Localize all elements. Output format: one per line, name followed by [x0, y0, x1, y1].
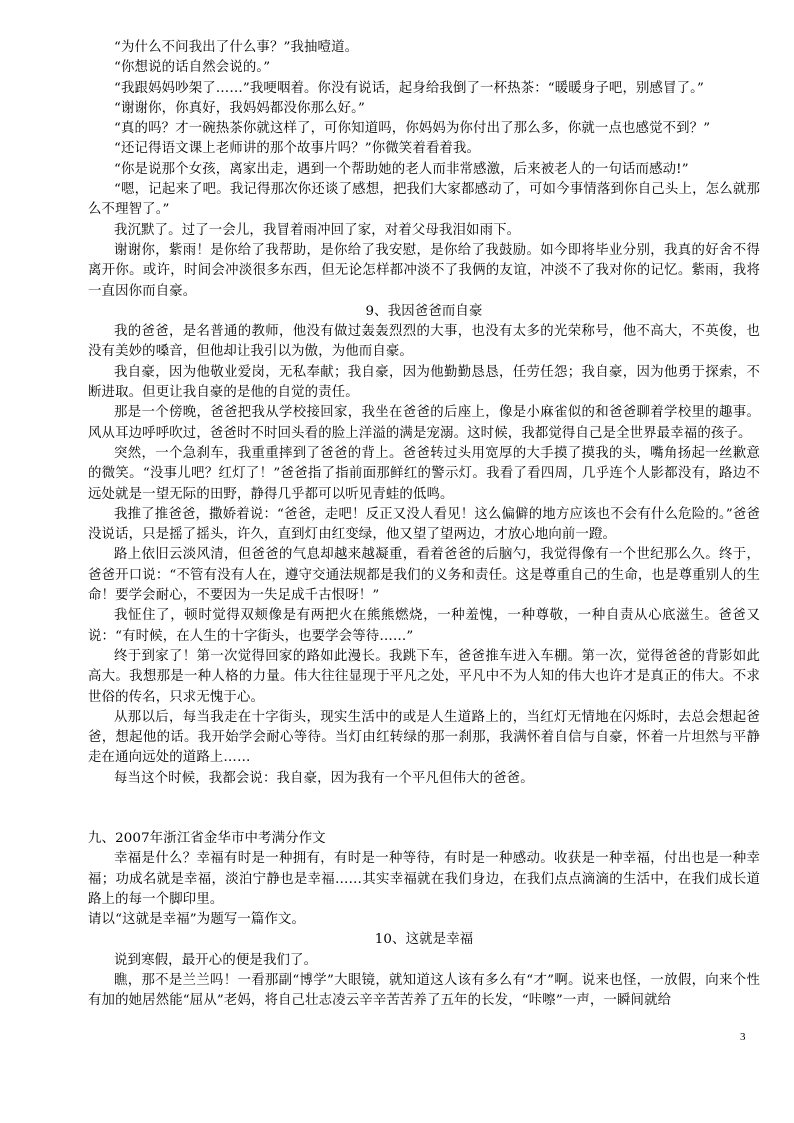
- paragraph: “谢谢你，你真好，我妈妈都没你那么好。”: [114, 100, 366, 116]
- paragraph: “还记得语文课上老师讲的那个故事片吗？”你微笑着看着我。: [114, 141, 481, 157]
- section-friendship-ending: [88, 38, 760, 302]
- paragraph: “真的吗？才一碗热茶你就这样了，可你知道吗，你妈妈为你付出了那么多，你就一点也感觉不到？”: [114, 121, 711, 137]
- prompt-instruction: 请以“这就是幸福”为题写一篇作文。: [88, 912, 306, 928]
- page-number: 3: [740, 1031, 746, 1043]
- paragraph: “我跟妈妈吵架了……”我哽咽着。你没有说话，起身给我倒了一杯热茶：“暖暖身子吧，别感冒了。”: [114, 80, 704, 96]
- paragraph: 我沉默了。过了一会儿，我冒着雨冲回了家，对着父母我泪如雨下。: [114, 222, 521, 238]
- section-spacer: [88, 789, 760, 829]
- paragraph: “嗯，记起来了吧。我记得那次你还谈了感想，把我们大家都感动了，可如今事情落到你自己头上，怎么就那么不理智了。”: [88, 182, 760, 218]
- paragraph: 谢谢你，紫雨！是你给了我帮助，是你给了我安慰，是你给了我鼓励。如今即将毕业分别，我真的好舍不得离开你。或许，时间会冲淡很多东西，但无论怎样都冲淡不了我俩的友谊，冲淡不了我对你的记忆。紫雨，我将一直因你而自豪。: [88, 242, 760, 299]
- paragraph: 终于到家了！第一次觉得回家的路如此漫长。我跳下车，爸爸推车进入车棚。第一次，觉得爸爸的背影如此高大。我想那是一种人格的力量。伟大往往显现于平凡之处，平凡中不为人知的伟大也许才是真正的伟大。不求世俗的传名，只求无愧于心。: [88, 648, 760, 705]
- paragraph: 从那以后，每当我走在十字街头，现实生活中的或是人生道路上的，当红灯无情地在闪烁时，去总会想起爸爸，想起他的话。我开始学会耐心等待。当灯由红转绿的那一刹那，我满怀着自信与自豪，怀着一片坦然与平静走在通向远处的道路上……: [88, 709, 760, 766]
- paragraph: 我推了推爸爸，撒娇着说：“爸爸，走吧！反正又没人看见！这么偏僻的地方应该也不会有什么危险的。”爸爸没说话，只是摇了摇头，许久，直到灯由红变绿，他又望了望两边，才放心地向前一蹬。: [88, 506, 760, 543]
- paragraph: 每当这个时候，我都会说：我自豪，因为我有一个平凡但伟大的爸爸。: [114, 770, 534, 786]
- paragraph: 突然，一个急刹车，我重重摔到了爸爸的背上。爸爸转过头用宽厚的大手摸了摸我的头，嘴角扬起一丝歉意的微笑。“没事儿吧？红灯了！”爸爸指了指前面那鲜红的警示灯。我看了看四周，几乎连个人影都没有，路边不远处就是一望无际的田野，静得几乎都可以听见青蛙的低鸣。: [88, 445, 760, 502]
- paragraph: 我自豪，因为他敬业爱岗，无私奉献；我自豪，因为他勤勤恳恳，任劳任怨；我自豪，因为他勇于探索，不断进取。但更让我自豪的是他的自觉的责任。: [88, 364, 760, 401]
- paragraph: 说到寒假，最开心的便是我们了。: [114, 952, 318, 968]
- section-exam-prompt: [88, 829, 760, 1012]
- paragraph: 我的爸爸，是名普通的教师，他没有做过轰轰烈烈的大事，也没有太多的光荣称号，他不高大，不英俊，也没有美妙的嗓音，但他却让我引以为傲，为他而自豪。: [88, 324, 760, 360]
- prompt-text: 幸福是什么？幸福有时是一种拥有，有时是一种等待，有时是一种感动。收获是一种幸福，付出也是一种幸福；功成名就是幸福，淡泊宁静也是幸福……其实幸福就在我们身边，在我们点点滴滴的生活中，在我们成长道路上的每一个脚印里。: [88, 851, 760, 907]
- paragraph: 路上依旧云淡风清，但爸爸的气息却越来越凝重，看着爸爸的后脑勺，我觉得像有一个世纪那么久。终于，爸爸开口说：“不管有没有人在，遵守交通法规都是我们的义务和责任。这是尊重自己的生命，也是尊重别人的生命！要学会耐心，不要因为一失足成千古恨呀！”: [88, 547, 760, 604]
- paragraph: 我怔住了，顿时觉得双颊像是有两把火在熊熊燃烧，一种羞愧，一种尊敬，一种自责从心底滋生。爸爸又说：“有时候，在人生的十字街头，也要学会等待……”: [88, 608, 760, 644]
- essay-title: 9、我因爸爸而自豪: [365, 303, 483, 319]
- paragraph: 那是一个傍晚，爸爸把我从学校接回家，我坐在爸爸的后座上，像是小麻雀似的和爸爸聊着学校里的趣事。风从耳边呼呼吹过，爸爸时不时回头看的脸上洋溢的满是宠溺。这时候，我都觉得自己是全世界最幸福的孩子。: [88, 405, 760, 441]
- section-heading: 九、2007年浙江省金华市中考满分作文: [88, 830, 326, 846]
- essay-proud-of-dad: [88, 302, 760, 789]
- paragraph: “你是说那个女孩，离家出走，遇到一个帮助她的老人而非常感激，后来被老人的一句话而感动!”: [114, 161, 689, 177]
- document-page: [88, 38, 760, 1012]
- essay-title: 10、这就是幸福: [374, 932, 474, 948]
- paragraph: “你想说的话自然会说的。”: [114, 60, 271, 76]
- paragraph: 瞧，那不是兰兰吗！一看那副“博学”大眼镜，就知道这人该有多么有“才”啊。说来也怪，一放假，向来个性有加的她居然能“屈从”老妈，将自己壮志凌云辛辛苦苦养了五年的长发，“咔嚓”一声，一瞬间就给: [88, 973, 760, 1009]
- paragraph: “为什么不问我出了什么事？”我抽噎道。: [114, 40, 359, 55]
